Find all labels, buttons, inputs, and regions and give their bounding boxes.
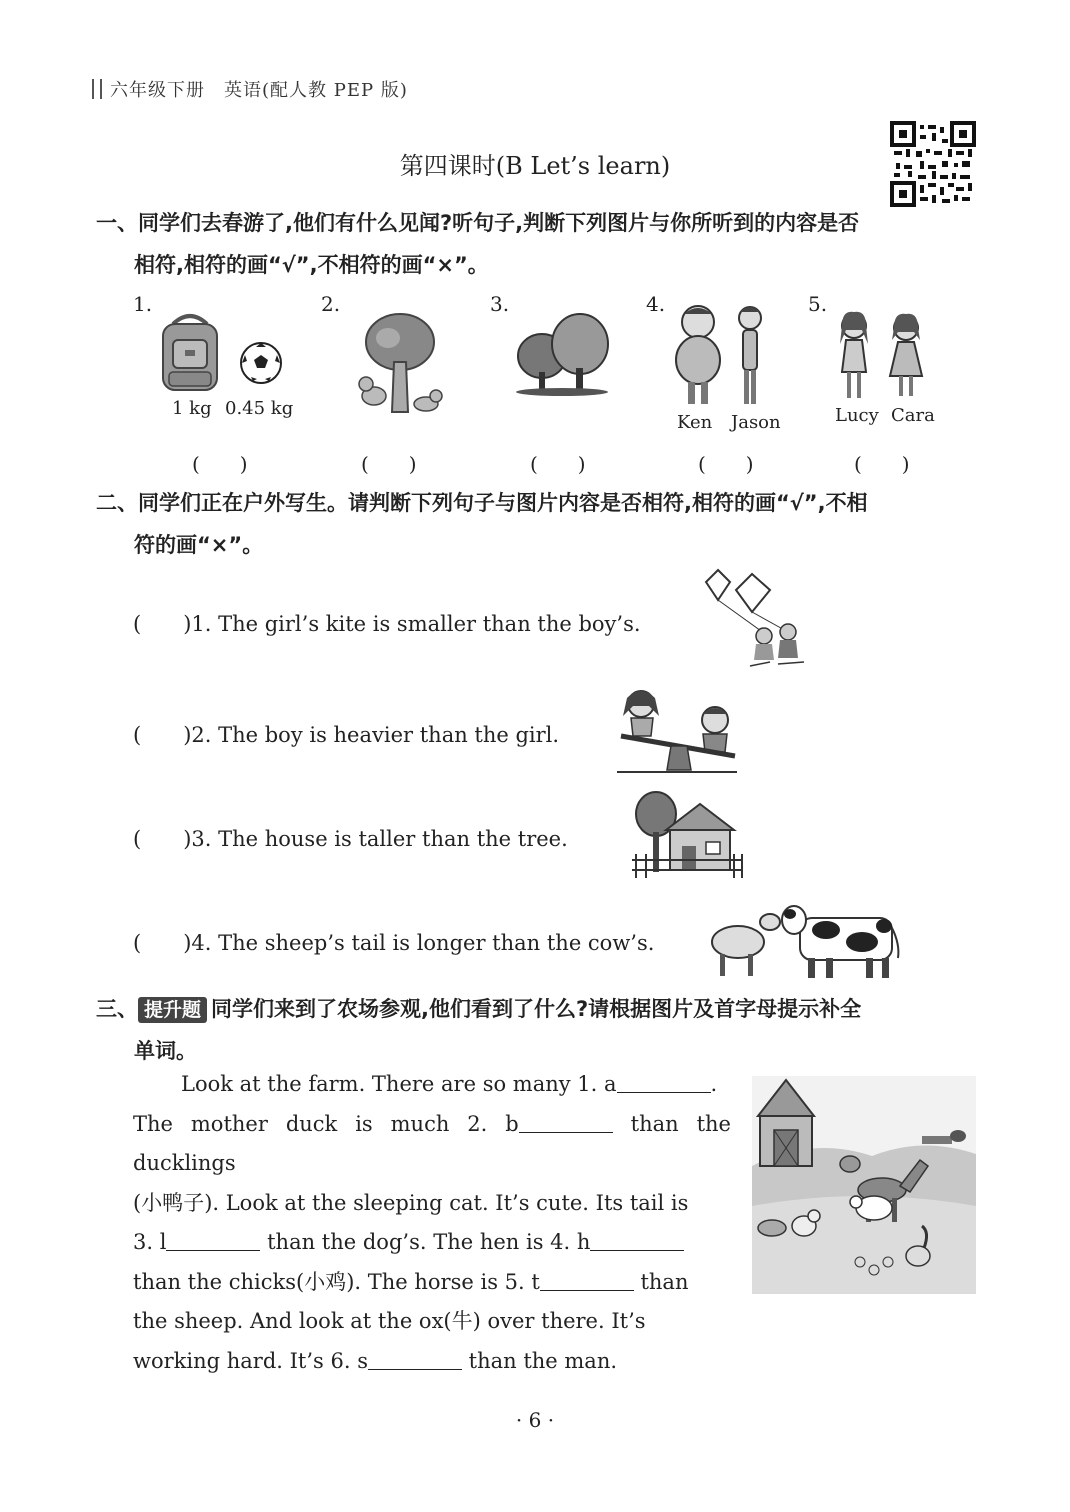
blank-1-input[interactable] [617,1072,711,1093]
sentence1-text: 1. The girl’s kite is smaller than the boy’s. [191,612,641,636]
item5-name-cara: Cara [891,405,935,426]
section2-sentence-4 [133,927,654,957]
section1-title-line1: 一、同学们去春游了,他们有什么见闻?听句子,判断下列图片与你所听到的内容是否 [96,211,860,235]
passage-line [133,1223,731,1263]
section1-title [96,202,976,286]
blank-5-input[interactable] [540,1270,634,1291]
passage-text: than the man. [461,1348,618,1373]
passage-text: than the chicks(小鸡). The horse is 5. t [133,1269,540,1294]
passage-text: . [710,1072,718,1096]
level-up-badge: 提升题 [138,997,207,1023]
item1-caption-right: 0.45 kg [225,398,294,419]
item4-name-jason: Jason [731,412,781,433]
sentence3-text: 3. The house is taller than the tree. [191,827,568,851]
header-text: 六年级下册 英语(配人教 PEP 版) [110,80,408,101]
passage-text: The mother duck is much 2. b [133,1111,519,1136]
passage-text: than the ducklings [133,1111,731,1175]
passage-line [133,1342,731,1382]
passage-line [133,1263,731,1303]
blank-6-input[interactable] [368,1349,462,1370]
schoolbag-icon [155,310,225,394]
running-header [92,76,408,102]
section2-title [96,482,976,566]
page-number: · 6 · [515,1408,555,1432]
football-icon [239,341,283,385]
section2-title-line1: 二、同学们正在户外写生。请判断下列句子与图片内容是否相符,相符的画“√”,不相 [96,491,868,515]
item5-name-lucy: Lucy [835,405,879,426]
two-trees-icon [512,310,612,396]
kites-children-icon [700,566,810,670]
blank-4-input[interactable] [590,1230,684,1251]
farm-passage [133,1065,731,1381]
passage-line [133,1065,731,1105]
lesson-title: 第四课时(B Let’s learn) [399,152,671,180]
passage-text: than [633,1269,689,1294]
passage-line [133,1302,731,1342]
sentence2-text: 2. The boy is heavier than the girl. [191,723,560,747]
section2-sentence-1 [133,608,641,638]
section3-title-line1: 同学们来到了农场参观,他们看到了什么?请根据图片及首字母提示补全 [211,997,862,1021]
item1-caption-left: 1 kg [172,398,212,419]
item5-answer-paren[interactable]: ( ) [854,452,910,476]
section3-title-line2: 单词。 [134,1039,197,1063]
header-bars-icon [92,79,102,99]
passage-text: the sheep. And look at the ox(牛) over there. It’s [133,1309,646,1333]
passage-line [133,1105,731,1184]
passage-text: (小鸭子). Look at the sleeping cat. It’s cute. Its tail is [133,1190,689,1215]
item4-name-ken: Ken [677,412,713,433]
passage-text: 3. l [133,1230,167,1254]
passage-text: Look at the farm. There are so many 1. a [181,1072,617,1096]
house-and-tree-icon [630,790,746,882]
sentence1-answer-paren[interactable]: ( ) [133,612,192,636]
section2-sentence-3 [133,823,568,853]
section1-title-line2: 相符,相符的画“√”,不相符的画“×”。 [134,253,489,277]
sheep-and-cow-icon [708,898,904,982]
item4-answer-paren[interactable]: ( ) [698,452,754,476]
lucy-and-cara-icon [832,310,932,402]
sentence2-answer-paren[interactable]: ( ) [133,723,192,747]
item3-number: 3. [490,292,510,316]
farm-scene-image [752,1076,976,1294]
passage-text: working hard. It’s 6. s [133,1348,368,1373]
ken-and-jason-icon [668,302,778,408]
tree-with-cats-icon [352,312,448,420]
sentence3-answer-paren[interactable]: ( ) [133,827,192,851]
sentence4-text: 4. The sheep’s tail is longer than the cow’s. [191,931,655,955]
section3-title [96,988,976,1072]
passage-line [133,1184,731,1224]
item1-answer-paren[interactable]: ( ) [192,452,248,476]
item1-number: 1. [133,292,153,316]
blank-2-input[interactable] [519,1112,613,1133]
section2-title-line2: 符的画“×”。 [134,533,264,557]
item2-number: 2. [321,292,341,316]
item4-number: 4. [646,292,666,316]
passage-text: than the dog’s. The hen is 4. h [260,1230,591,1254]
item3-answer-paren[interactable]: ( ) [530,452,586,476]
item5-number: 5. [808,292,828,316]
seesaw-children-icon [613,686,741,776]
section2-sentence-2 [133,719,559,749]
sentence4-answer-paren[interactable]: ( ) [133,931,192,955]
section3-prefix: 三、 [96,997,138,1021]
blank-3-input[interactable] [166,1230,260,1251]
item2-answer-paren[interactable]: ( ) [361,452,417,476]
